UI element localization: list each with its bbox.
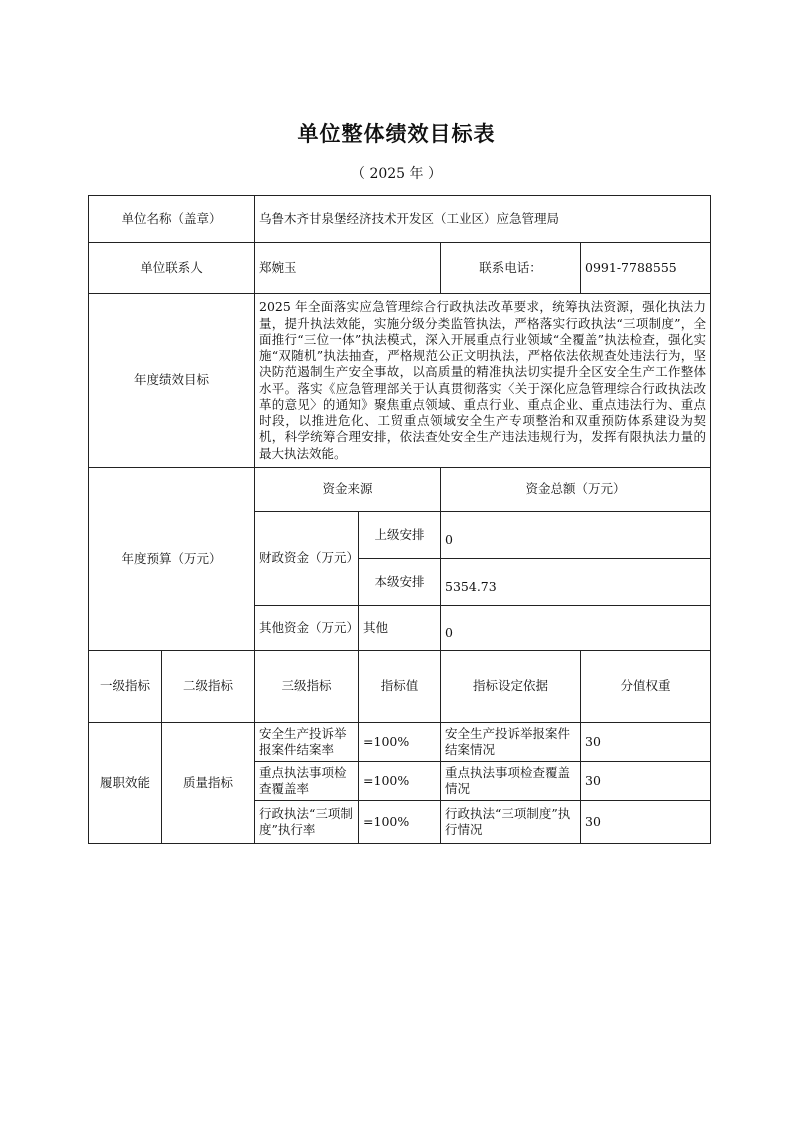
header-basis: 指标设定依据 <box>441 651 581 723</box>
header-value: 指标值 <box>359 651 441 723</box>
other-sub-label: 其他 <box>359 606 441 651</box>
indicator-basis: 行政执法“三项制度”执行情况 <box>441 801 581 844</box>
budget-label: 年度预算（万元） <box>89 468 255 651</box>
unit-name-label: 单位名称（盖章） <box>89 196 255 243</box>
indicator-weight: 30 <box>581 801 711 844</box>
other-value: 0 <box>441 606 711 651</box>
indicator-header-row <box>89 651 711 723</box>
indicator-value: =100% <box>359 801 441 844</box>
header-level3: 三级指标 <box>255 651 359 723</box>
budget-header-row <box>89 468 711 512</box>
phone-value: 0991-7788555 <box>581 243 711 294</box>
indicator-name: 重点执法事项检查覆盖率 <box>255 762 359 801</box>
indicator-value: =100% <box>359 762 441 801</box>
header-weight: 分值权重 <box>581 651 711 723</box>
fund-total-header: 资金总额（万元） <box>441 468 711 512</box>
contact-label: 单位联系人 <box>89 243 255 294</box>
indicator-name: 行政执法“三项制度”执行率 <box>255 801 359 844</box>
header-level2: 二级指标 <box>162 651 255 723</box>
year-label: （ 2025 年 ） <box>351 166 442 182</box>
local-label: 本级安排 <box>359 559 441 606</box>
level1-performance: 履职效能 <box>89 723 162 844</box>
superior-label: 上级安排 <box>359 512 441 559</box>
goal-label: 年度绩效目标 <box>89 294 255 468</box>
fiscal-fund-label: 财政资金（万元） <box>255 512 359 606</box>
header-level1: 一级指标 <box>89 651 162 723</box>
performance-target-table <box>88 195 711 844</box>
indicator-basis: 重点执法事项检查覆盖情况 <box>441 762 581 801</box>
contact-row <box>89 243 711 294</box>
indicator-weight: 30 <box>581 762 711 801</box>
local-value: 5354.73 <box>441 559 711 606</box>
indicator-row <box>89 723 711 762</box>
goal-row <box>89 294 711 468</box>
unit-name-value: 乌鲁木齐甘泉堡经济技术开发区（工业区）应急管理局 <box>255 196 711 243</box>
phone-label: 联系电话： <box>441 243 581 294</box>
goal-text: 2025 年全面落实应急管理综合行政执法改革要求，统筹执法资源，强化执法力量，提升执法效能，实施分级分类监管执法，严格落实行政执法“三项制度”，全面推行“三位一体”执法模式，深入开展重点行业领域“全覆盖”执法检查，强化实施“双随机”执法抽查，严格规范公正文明执法，严格依法依规查处违法行为，坚决防范遏制生产安全事故，以高质量的精准执法切实提升全区安全生产工作整体水平。落实《应急管理部关于认真贯彻落实〈关于深化应急管理综合行政执法改革的意见〉的通知》聚焦重点领域、重点行业、重点企业、重点违法行为、重点时段，以推进危化、工贸重点领域安全生产专项整治和双重预防体系建设为契机，科学统筹合理安排，依法查处安全生产违法违规行为，发挥有限执法力量的最大执法效能。 <box>255 294 711 468</box>
contact-value: 郑婉玉 <box>255 243 441 294</box>
unit-name-row <box>89 196 711 243</box>
level2-quality: 质量指标 <box>162 723 255 844</box>
page-title: 单位整体绩效目标表 <box>297 122 496 146</box>
fund-source-header: 资金来源 <box>255 468 441 512</box>
other-fund-label: 其他资金（万元） <box>255 606 359 651</box>
indicator-name: 安全生产投诉举报案件结案率 <box>255 723 359 762</box>
indicator-value: =100% <box>359 723 441 762</box>
superior-value: 0 <box>441 512 711 559</box>
indicator-weight: 30 <box>581 723 711 762</box>
indicator-basis: 安全生产投诉举报案件结案情况 <box>441 723 581 762</box>
